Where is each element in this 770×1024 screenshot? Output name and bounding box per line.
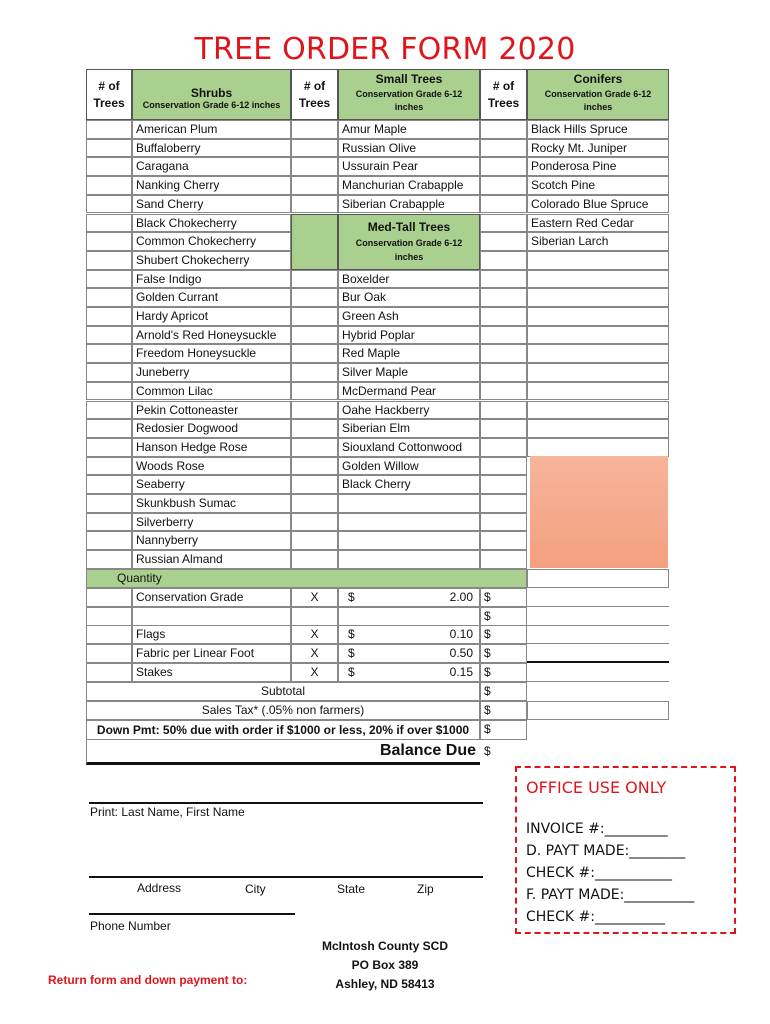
small-trees-title: Small Trees: [375, 72, 443, 86]
d-payt-made-field[interactable]: D. PAYT MADE:________: [526, 843, 686, 859]
zip-label: Zip: [417, 882, 434, 896]
balance-row: [86, 740, 480, 765]
shrub-qty-cell[interactable]: [86, 214, 132, 233]
shrub-qty-cell[interactable]: [86, 251, 132, 270]
pricing-qty-cell[interactable]: [86, 607, 132, 626]
conifer-qty-cell[interactable]: [480, 475, 527, 494]
subtotal-total[interactable]: $: [480, 682, 527, 701]
medtall-tree-name: Bur Oak: [338, 288, 480, 307]
conifers-subtitle: Conservation Grade 6-12: [544, 89, 652, 99]
conifer-name: Siberian Larch: [527, 232, 669, 251]
conifers-shaded-block: [530, 456, 668, 568]
medtall-header: [338, 214, 480, 270]
tree-blank-cell: [338, 550, 480, 569]
pricing-x: [291, 607, 338, 626]
balance-label: Balance Due: [379, 742, 476, 759]
small-tree-qty-cell[interactable]: [291, 401, 338, 420]
tax-label: Sales Tax* (.05% non farmers): [201, 703, 365, 717]
conifer-qty-cell[interactable]: [480, 176, 527, 195]
shrub-name: American Plum: [132, 120, 291, 139]
conifer-blank-cell: [527, 326, 669, 345]
conifer-name: Colorado Blue Spruce: [527, 195, 669, 214]
return-address-line-2: PO Box 389: [351, 958, 419, 972]
shrub-qty-cell[interactable]: [86, 513, 132, 532]
conifer-blank-cell: [527, 307, 669, 326]
shrub-qty-cell[interactable]: [86, 120, 132, 139]
shrub-name: Hardy Apricot: [132, 307, 291, 326]
check-field-1[interactable]: CHECK #:___________: [526, 865, 673, 881]
small-count-header: [291, 69, 338, 120]
shrub-qty-cell[interactable]: [86, 270, 132, 289]
pricing-x: X: [291, 588, 338, 607]
conifer-qty-cell[interactable]: [480, 438, 527, 457]
f-payt-made-field[interactable]: F. PAYT MADE:__________: [526, 887, 695, 903]
conifer-blank-cell: [527, 419, 669, 438]
medtall-tree-name: Hybrid Poplar: [338, 326, 480, 345]
conifer-name: Rocky Mt. Juniper: [527, 139, 669, 158]
small-tree-name: Ussurain Pear: [338, 157, 480, 176]
medtall-tree-name: Silver Maple: [338, 363, 480, 382]
medtall-tree-name: Golden Willow: [338, 457, 480, 476]
pricing-price-cell: [338, 663, 480, 682]
small-tree-name: Manchurian Crabapple: [338, 176, 480, 195]
pricing-price-cell: [338, 588, 480, 607]
shrub-name: False Indigo: [132, 270, 291, 289]
conifer-qty-cell[interactable]: [480, 326, 527, 345]
shrub-name: Nanking Cherry: [132, 176, 291, 195]
pricing-x: X: [291, 663, 338, 682]
office-use-box: [515, 766, 736, 934]
header-trees: Trees: [93, 96, 125, 110]
shrub-name: Shubert Chokecherry: [132, 251, 291, 270]
conifer-qty-cell[interactable]: [480, 363, 527, 382]
conifers-title: Conifers: [573, 72, 623, 86]
conifer-blank-cell: [527, 363, 669, 382]
pricing-qty-cell[interactable]: [86, 663, 132, 682]
conifer-name: Black Hills Spruce: [527, 120, 669, 139]
name-line[interactable]: [89, 802, 483, 804]
pricing-total[interactable]: $: [480, 663, 527, 682]
conifer-blank-cell: [527, 382, 669, 401]
small-tree-qty-cell[interactable]: [291, 344, 338, 363]
small-tree-qty-cell[interactable]: [291, 513, 338, 532]
small-tree-qty-cell[interactable]: [291, 550, 338, 569]
shrub-name: Russian Almand: [132, 550, 291, 569]
return-address: [300, 937, 470, 994]
page-title: TREE ORDER FORM 2020: [194, 32, 576, 67]
header-trees: Trees: [487, 96, 520, 110]
medtall-tree-name: Black Cherry: [338, 475, 480, 494]
shrub-name: Common Chokecherry: [132, 232, 291, 251]
print-name-label: Print: Last Name, First Name: [90, 805, 245, 819]
shrub-name: Arnold's Red Honeysuckle: [132, 326, 291, 345]
conifer-blank-cell: [527, 270, 669, 289]
dollar-sign: $: [348, 665, 355, 679]
conifers-subtitle-2: inches: [583, 102, 613, 112]
shrub-qty-cell[interactable]: [86, 326, 132, 345]
shrub-name: Common Lilac: [132, 382, 291, 401]
return-label: Return form and down payment to:: [48, 973, 248, 987]
shrub-name: Black Chokecherry: [132, 214, 291, 233]
medtall-tree-name: Green Ash: [338, 307, 480, 326]
conifer-qty-cell[interactable]: [480, 419, 527, 438]
shrub-qty-cell[interactable]: [86, 475, 132, 494]
small-tree-qty-cell[interactable]: [291, 139, 338, 158]
small-tree-name: Russian Olive: [338, 139, 480, 158]
tree-blank-cell: [338, 513, 480, 532]
conifer-qty-cell[interactable]: [480, 344, 527, 363]
shrub-name: Nannyberry: [132, 531, 291, 550]
phone-label: Phone Number: [90, 919, 171, 933]
down-payment-total[interactable]: $: [480, 720, 527, 740]
small-tree-qty-cell[interactable]: [291, 438, 338, 457]
medtall-subtitle: Conservation Grade 6-12: [355, 238, 463, 248]
tax-row: [86, 701, 480, 720]
shrub-qty-cell[interactable]: [86, 438, 132, 457]
shrub-name: Sand Cherry: [132, 195, 291, 214]
shrub-name: Seaberry: [132, 475, 291, 494]
shrub-qty-cell[interactable]: [86, 139, 132, 158]
unit-price: 0.10: [449, 627, 473, 641]
quantity-label: Quantity: [117, 571, 162, 585]
conifer-qty-cell[interactable]: [480, 494, 527, 513]
shrubs-count-header: [86, 69, 132, 120]
address-line[interactable]: [89, 876, 483, 878]
conifer-qty-cell[interactable]: [480, 307, 527, 326]
conifer-qty-cell[interactable]: [480, 382, 527, 401]
shrubs-subtitle: Conservation Grade 6-12 inches: [142, 100, 281, 110]
dollar-sign: $: [348, 646, 355, 660]
down-payment-row: Down Pmt: 50% due with order if $1000 or less, 20% if over $1000: [86, 720, 480, 740]
conifer-qty-cell[interactable]: [480, 120, 527, 139]
pricing-price-cell: [338, 625, 480, 644]
conifer-qty-cell[interactable]: [480, 214, 527, 233]
shrub-qty-cell[interactable]: [86, 382, 132, 401]
pricing-label: Conservation Grade: [132, 588, 291, 607]
small-tree-qty-cell[interactable]: [291, 270, 338, 289]
shrub-name: Hanson Hedge Rose: [132, 438, 291, 457]
conifer-qty-cell[interactable]: [480, 270, 527, 289]
medtall-tree-name: Boxelder: [338, 270, 480, 289]
pricing-label: Stakes: [132, 663, 291, 682]
conifer-qty-cell[interactable]: [480, 195, 527, 214]
small-tree-qty-cell[interactable]: [291, 120, 338, 139]
shrub-qty-cell[interactable]: [86, 176, 132, 195]
shrub-name: Buffaloberry: [132, 139, 291, 158]
tree-blank-cell: [338, 494, 480, 513]
small-tree-name: Siberian Crabapple: [338, 195, 480, 214]
balance-total[interactable]: $: [484, 744, 491, 758]
pricing-label: Fabric per Linear Foot: [132, 644, 291, 663]
conifer-qty-cell[interactable]: [480, 457, 527, 476]
small-tree-qty-cell[interactable]: [291, 326, 338, 345]
conifer-qty-cell[interactable]: [480, 251, 527, 270]
shrub-name: Skunkbush Sumac: [132, 494, 291, 513]
small-tree-qty-cell[interactable]: [291, 457, 338, 476]
pricing-qty-cell[interactable]: [86, 588, 132, 607]
shrub-qty-cell[interactable]: [86, 401, 132, 420]
shrub-name: Silverberry: [132, 513, 291, 532]
small-tree-qty-cell[interactable]: [291, 494, 338, 513]
medtall-count-header: [291, 214, 338, 270]
conifer-qty-cell[interactable]: [480, 139, 527, 158]
quantity-right-cell: [527, 569, 669, 588]
small-tree-qty-cell[interactable]: [291, 157, 338, 176]
dollar-sign: $: [348, 590, 355, 604]
medtall-tree-name: Oahe Hackberry: [338, 401, 480, 420]
shrub-name: Freedom Honeysuckle: [132, 344, 291, 363]
shrub-qty-cell[interactable]: [86, 457, 132, 476]
pricing-right-cell: [527, 663, 669, 682]
small-trees-subtitle-2: inches: [394, 102, 424, 112]
conifer-qty-cell[interactable]: [480, 550, 527, 569]
shrub-name: Redosier Dogwood: [132, 419, 291, 438]
office-use-lines: [526, 818, 694, 928]
pricing-total[interactable]: $: [480, 607, 527, 626]
pricing-price-cell: [338, 644, 480, 663]
dollar-sign: $: [348, 627, 355, 641]
conifer-name: Ponderosa Pine: [527, 157, 669, 176]
pricing-x: X: [291, 625, 338, 644]
header-trees: Trees: [298, 96, 331, 110]
small-tree-qty-cell[interactable]: [291, 307, 338, 326]
shrub-name: Woods Rose: [132, 457, 291, 476]
return-address-line-1: McIntosh County SCD: [322, 939, 448, 953]
small-tree-qty-cell[interactable]: [291, 363, 338, 382]
small-tree-qty-cell[interactable]: [291, 288, 338, 307]
pricing-right-cell: [527, 644, 669, 663]
header-num-of: # of: [98, 79, 120, 93]
return-address-line-3: Ashley, ND 58413: [335, 977, 435, 991]
pricing-x: X: [291, 644, 338, 663]
shrubs-title: Shrubs: [190, 86, 233, 100]
shrub-name: Caragana: [132, 157, 291, 176]
unit-price: 2.00: [449, 590, 473, 604]
small-trees-header: [338, 69, 480, 120]
address-label: Address: [137, 881, 182, 895]
shrub-qty-cell[interactable]: [86, 307, 132, 326]
shrub-qty-cell[interactable]: [86, 363, 132, 382]
header-num-of: # of: [492, 79, 515, 93]
tree-blank-cell: [338, 531, 480, 550]
conifers-count-header: [480, 69, 527, 120]
small-tree-name: Amur Maple: [338, 120, 480, 139]
pricing-total[interactable]: $: [480, 644, 527, 663]
small-tree-qty-cell[interactable]: [291, 195, 338, 214]
pricing-total[interactable]: $: [480, 588, 527, 607]
small-tree-qty-cell[interactable]: [291, 382, 338, 401]
conifer-qty-cell[interactable]: [480, 401, 527, 420]
medtall-tree-name: McDermand Pear: [338, 382, 480, 401]
pricing-total[interactable]: $: [480, 625, 527, 644]
shrub-qty-cell[interactable]: [86, 419, 132, 438]
medtall-tree-name: Red Maple: [338, 344, 480, 363]
city-label: City: [245, 882, 266, 896]
medtall-tree-name: Siberian Elm: [338, 419, 480, 438]
conifer-qty-cell[interactable]: [480, 513, 527, 532]
pricing-right-cell: [527, 588, 669, 607]
pricing-label: Flags: [132, 625, 291, 644]
header-num-of: # of: [303, 79, 326, 93]
shrub-qty-cell[interactable]: [86, 344, 132, 363]
small-trees-subtitle: Conservation Grade 6-12: [355, 89, 463, 99]
small-tree-qty-cell[interactable]: [291, 419, 338, 438]
subtotal-row: [86, 682, 480, 701]
conifer-blank-cell: [527, 288, 669, 307]
conifer-blank-cell: [527, 344, 669, 363]
phone-line[interactable]: [89, 913, 295, 915]
conifer-blank-cell: [527, 251, 669, 270]
subtotal-label: Subtotal: [260, 684, 306, 698]
tax-total[interactable]: $: [480, 701, 527, 720]
shrub-qty-cell[interactable]: [86, 550, 132, 569]
shrub-qty-cell[interactable]: [86, 157, 132, 176]
unit-price: 0.50: [449, 646, 473, 660]
shrub-qty-cell[interactable]: [86, 195, 132, 214]
medtall-tree-name: Siouxland Cottonwood: [338, 438, 480, 457]
check-field-2[interactable]: CHECK #:__________: [526, 909, 666, 925]
tax-right-cell: [527, 701, 669, 720]
conifer-qty-cell[interactable]: [480, 157, 527, 176]
shrub-qty-cell[interactable]: [86, 494, 132, 513]
conifer-blank-cell: [527, 438, 669, 457]
invoice-field[interactable]: INVOICE #:_________: [526, 821, 668, 837]
office-use-title: OFFICE USE ONLY: [526, 778, 667, 797]
pricing-qty-cell[interactable]: [86, 644, 132, 663]
shrub-name: Golden Currant: [132, 288, 291, 307]
pricing-price-cell: [338, 607, 480, 626]
pricing-qty-cell[interactable]: [86, 625, 132, 644]
conifer-blank-cell: [527, 401, 669, 420]
conifer-qty-cell[interactable]: [480, 288, 527, 307]
small-tree-qty-cell[interactable]: [291, 475, 338, 494]
quantity-bar: [86, 569, 527, 588]
shrubs-header: [132, 69, 291, 120]
shrub-name: Pekin Cottoneaster: [132, 401, 291, 420]
unit-price: 0.15: [449, 665, 473, 679]
shrub-qty-cell[interactable]: [86, 232, 132, 251]
shrub-qty-cell[interactable]: [86, 531, 132, 550]
shrub-name: Juneberry: [132, 363, 291, 382]
conifer-qty-cell[interactable]: [480, 232, 527, 251]
pricing-right-cell: [527, 607, 669, 626]
conifer-name: Scotch Pine: [527, 176, 669, 195]
medtall-title: Med-Tall Trees: [367, 220, 451, 234]
small-tree-qty-cell[interactable]: [291, 176, 338, 195]
pricing-right-cell: [527, 625, 669, 644]
pricing-label: [132, 607, 291, 626]
small-tree-qty-cell[interactable]: [291, 531, 338, 550]
conifer-name: Eastern Red Cedar: [527, 214, 669, 233]
state-label: State: [337, 882, 366, 896]
conifers-header: [527, 69, 669, 120]
shrub-qty-cell[interactable]: [86, 288, 132, 307]
conifer-qty-cell[interactable]: [480, 531, 527, 550]
medtall-subtitle-2: inches: [394, 252, 424, 262]
